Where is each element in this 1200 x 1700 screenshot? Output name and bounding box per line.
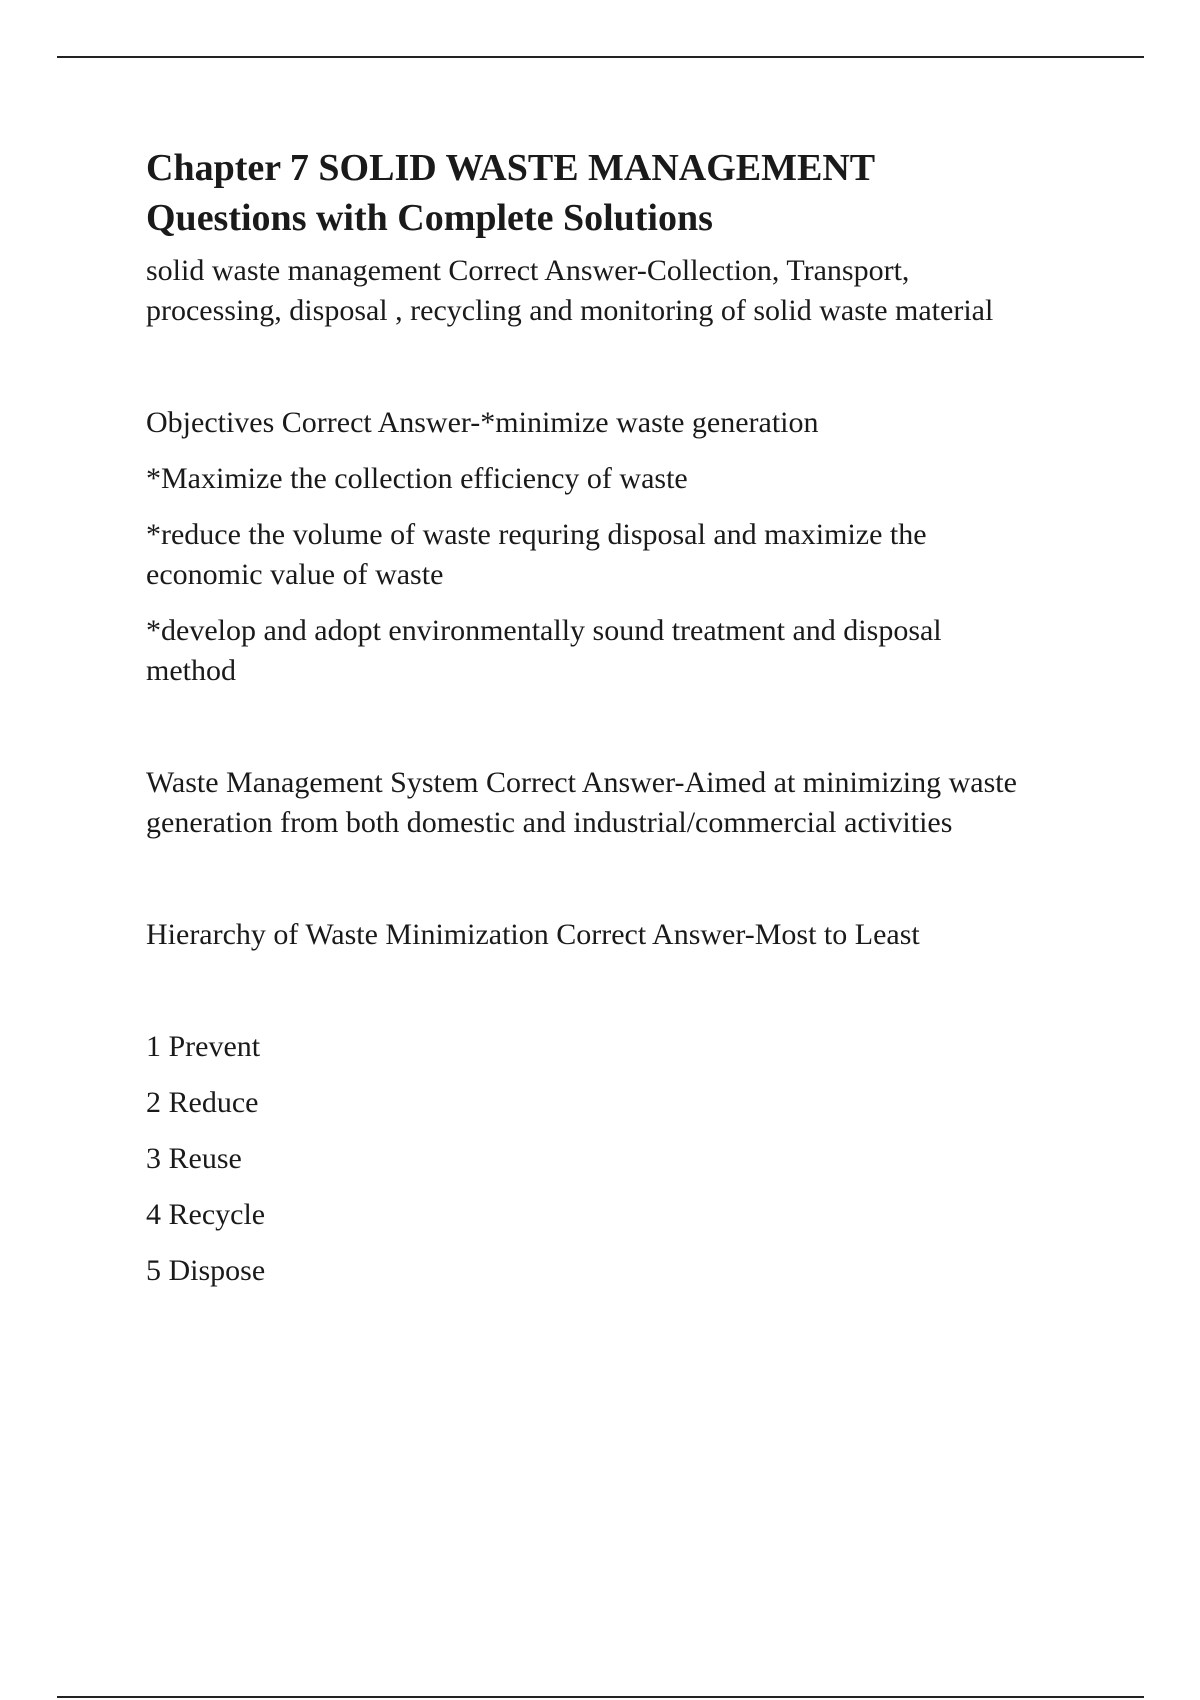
objective-item: *develop and adopt environmentally sound treatment and disposal method <box>146 614 942 687</box>
objective-item: *reduce the volume of waste requring disposal and maximize the economic value of waste <box>146 518 927 591</box>
list-item: 1 Prevent <box>146 1030 261 1063</box>
qa-hierarchy <box>146 915 1106 955</box>
qa-objectives <box>146 403 1106 691</box>
qa-text-line: Waste Management System Correct Answer-Aimed at minimizing waste <box>146 766 1017 799</box>
list-item: 3 Reuse <box>146 1142 242 1175</box>
title-line-1: Chapter 7 SOLID WASTE MANAGEMENT <box>146 147 876 189</box>
list-item: 2 Reduce <box>146 1086 259 1119</box>
bottom-divider <box>57 1696 1144 1698</box>
qa-text-line: generation from both domestic and industrial/commercial activities <box>146 806 953 839</box>
qa-text-line: Hierarchy of Waste Minimization Correct Answer-Most to Least <box>146 918 920 951</box>
hierarchy-list <box>146 1027 1106 1291</box>
qa-text-line: Objectives Correct Answer-*minimize waste generation <box>146 406 819 439</box>
document-body <box>146 143 1106 1291</box>
title-line-2: Questions with Complete Solutions <box>146 197 713 239</box>
list-item: 4 Recycle <box>146 1198 266 1231</box>
document-title <box>146 143 1106 243</box>
objective-item: *Maximize the collection efficiency of waste <box>146 462 688 495</box>
qa-waste-management-system <box>146 763 1106 843</box>
qa-text-line: processing, disposal , recycling and monitoring of solid waste material <box>146 294 994 327</box>
qa-text-line: solid waste management Correct Answer-Collection, Transport, <box>146 254 910 287</box>
top-divider <box>57 56 1144 58</box>
qa-solid-waste-management <box>146 251 1106 331</box>
list-item: 5 Dispose <box>146 1254 266 1287</box>
